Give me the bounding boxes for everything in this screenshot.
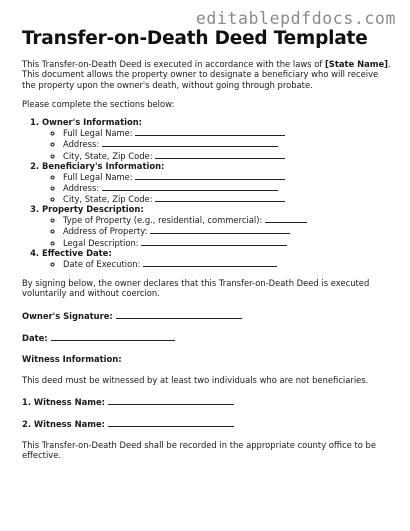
witness-2-label: 2. Witness Name: [22, 419, 105, 430]
field-owner-city [63, 150, 392, 161]
witness-note: This deed must be witnessed by at least two individuals who are not beneficiaries. [22, 374, 369, 385]
instructions: Please complete the sections below: [22, 98, 175, 109]
field-beneficiary-name [63, 171, 392, 182]
intro-text-after: . This document allows the property owner to designate a beneficiary who will receive the property upon the owner's death, without going through probate. [22, 59, 391, 90]
beneficiary-city-blank[interactable] [155, 193, 285, 202]
execution-date-blank[interactable] [143, 258, 277, 267]
field-label: Legal Description: [63, 237, 139, 248]
declaration-paragraph: By signing below, the owner declares that this Transfer-on-Death Deed is executed voluntarily and without coercion. [22, 277, 370, 299]
form-sections [22, 117, 392, 269]
field-owner-name [63, 127, 392, 138]
document-title: Transfer-on-Death Deed Template [22, 28, 368, 49]
owner-address-blank[interactable] [102, 138, 278, 147]
witness-1-line [22, 396, 392, 407]
section-effective-date [42, 248, 392, 269]
date-blank[interactable] [51, 332, 175, 341]
state-name-placeholder: [State Name] [324, 59, 388, 69]
owner-signature-label: Owner's Signature: [22, 310, 113, 321]
closing-paragraph: This Transfer-on-Death Deed shall be recorded in the appropriate county office to be effective. [22, 440, 376, 461]
owner-signature-blank[interactable] [116, 310, 242, 319]
field-owner-address [63, 138, 392, 149]
intro-text-before: This Transfer-on-Death Deed is executed in accordance with the laws of [22, 59, 325, 69]
section-heading: Beneficiary's Information: [42, 160, 165, 171]
date-line [22, 332, 392, 343]
owner-signature-line [22, 310, 392, 321]
watermark: editablepdfdocs.com [195, 9, 396, 28]
field-list [42, 258, 392, 269]
field-label: Address of Property: [63, 226, 148, 237]
field-label: Full Legal Name: [63, 128, 133, 139]
field-label: Type of Property (e.g., residential, commercial): [63, 215, 263, 226]
witness-2-blank[interactable] [108, 418, 234, 427]
field-label: Address: [63, 182, 100, 193]
section-heading: Effective Date: [42, 247, 112, 258]
field-list [42, 171, 392, 204]
field-legal-description [63, 237, 392, 248]
field-property-address [63, 225, 392, 236]
beneficiary-address-blank[interactable] [102, 182, 278, 191]
witness-2-line [22, 418, 392, 429]
section-owner [42, 117, 392, 160]
field-property-type [63, 214, 392, 225]
section-property [42, 204, 392, 247]
intro-paragraph [22, 59, 392, 90]
document [22, 28, 392, 461]
field-beneficiary-city [63, 193, 392, 204]
owner-name-blank[interactable] [135, 127, 285, 136]
legal-description-blank[interactable] [141, 237, 287, 246]
owner-city-blank[interactable] [155, 150, 285, 159]
field-beneficiary-address [63, 182, 392, 193]
witness-heading: Witness Information: [22, 353, 122, 364]
field-label: Address: [63, 139, 100, 150]
beneficiary-name-blank[interactable] [135, 171, 285, 180]
witness-1-blank[interactable] [108, 396, 234, 405]
field-list [42, 127, 392, 160]
section-beneficiary [42, 161, 392, 204]
field-list [42, 214, 392, 247]
witness-1-label: 1. Witness Name: [22, 397, 105, 408]
property-type-blank[interactable] [265, 214, 307, 223]
field-execution-date [63, 258, 392, 269]
date-label: Date: [22, 332, 48, 343]
field-label: City, State, Zip Code: [63, 150, 153, 161]
property-address-blank[interactable] [150, 225, 290, 234]
field-label: City, State, Zip Code: [63, 194, 153, 205]
field-label: Full Legal Name: [63, 171, 133, 182]
section-heading: Property Description: [42, 204, 144, 215]
section-heading: Owner's Information: [42, 117, 143, 128]
field-label: Date of Execution: [63, 258, 141, 269]
